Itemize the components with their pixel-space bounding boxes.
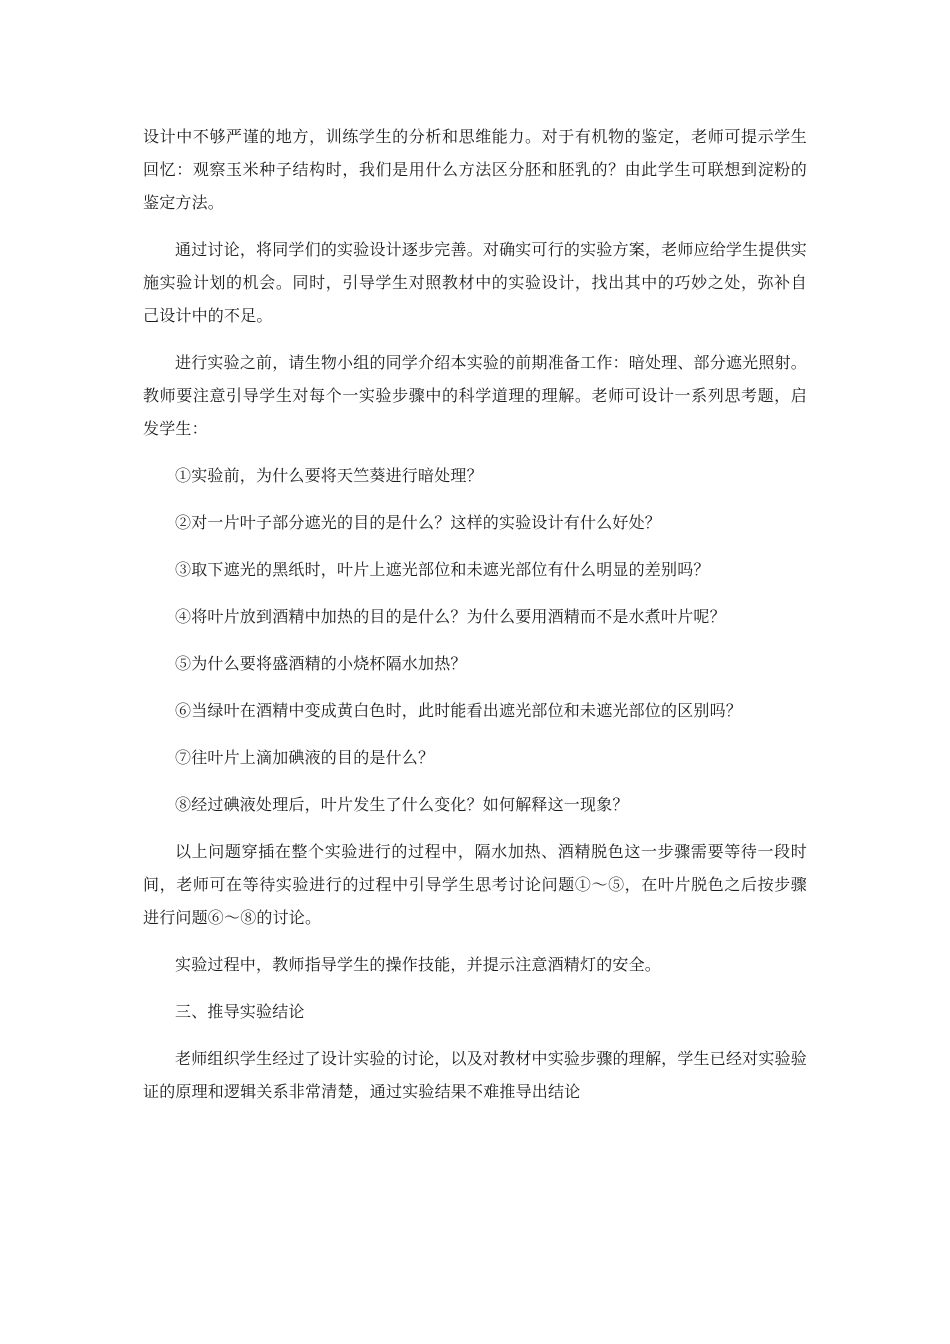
question-item-6: ⑥当绿叶在酒精中变成黄白色时，此时能看出遮光部位和未遮光部位的区别吗？ [175, 701, 743, 720]
document-body [143, 120, 807, 1122]
paragraph-question-timing: 以上问题穿插在整个实验进行的过程中，隔水加热、酒精脱色这一步骤需要等待一段时间，老师可在等待实验进行的过程中引导学生思考讨论问题①～⑤，在叶片脱色之后按步骤进行问题⑥～⑧的讨论。 [143, 842, 807, 927]
question-item-5: ⑤为什么要将盛酒精的小烧杯隔水加热？ [175, 654, 467, 673]
paragraph-safety: 实验过程中，教师指导学生的操作技能，并提示注意酒精灯的安全。 [175, 955, 662, 974]
paragraph-discussion: 通过讨论，将同学们的实验设计逐步完善。对确实可行的实验方案，老师应给学生提供实施实验计划的机会。同时，引导学生对照教材中的实验设计，找出其中的巧妙之处，弥补自己设计中的不足。 [143, 240, 807, 325]
question-item-7: ⑦往叶片上滴加碘液的目的是什么？ [175, 748, 435, 767]
question-item-3: ③取下遮光的黑纸时，叶片上遮光部位和未遮光部位有什么明显的差别吗？ [175, 560, 710, 579]
question-item-8: ⑧经过碘液处理后，叶片发生了什么变化？如何解释这一现象？ [175, 795, 629, 814]
paragraph-preparation: 进行实验之前，请生物小组的同学介绍本实验的前期准备工作：暗处理、部分遮光照射。教师要注意引导学生对每个一实验步骤中的科学道理的理解。老师可设计一系列思考题，启发学生： [143, 353, 807, 438]
question-item-2: ②对一片叶子部分遮光的目的是什么？这样的实验设计有什么好处？ [175, 513, 662, 532]
paragraph-design-rigor: 设计中不够严谨的地方，训练学生的分析和思维能力。对于有机物的鉴定，老师可提示学生回忆：观察玉米种子结构时，我们是用什么方法区分胚和胚乳的？由此学生可联想到淀粉的鉴定方法。 [143, 127, 807, 212]
question-item-4: ④将叶片放到酒精中加热的目的是什么？为什么要用酒精而不是水煮叶片呢？ [175, 607, 726, 626]
paragraph-conclusion: 老师组织学生经过了设计实验的讨论，以及对教材中实验步骤的理解，学生已经对实验验证的原理和逻辑关系非常清楚，通过实验结果不难推导出结论 [143, 1049, 807, 1101]
question-item-1: ①实验前，为什么要将天竺葵进行暗处理？ [175, 466, 483, 485]
section-heading-conclusion: 三、推导实验结论 [175, 1002, 305, 1021]
